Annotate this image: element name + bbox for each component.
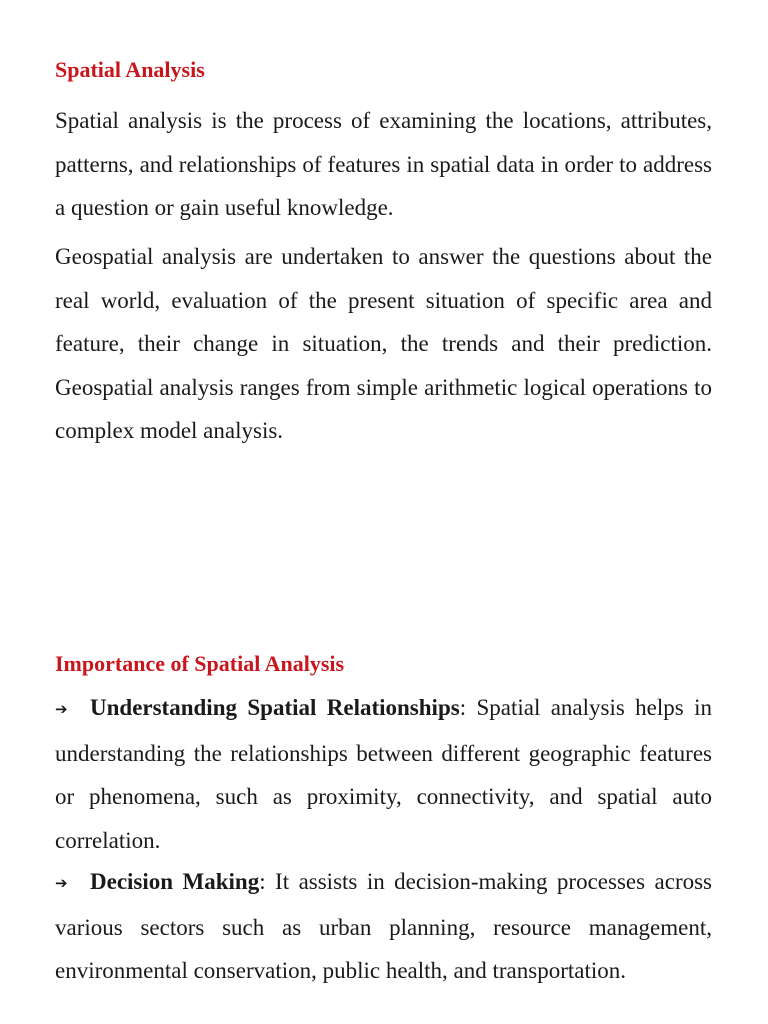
bullet-text: : It assists in decision-making processes across various sectors such as urban planning, resource management, environmental conservation, public health, and transportation. [55, 869, 713, 984]
bullet-item [55, 860, 712, 993]
paragraph-definition: Spatial analysis is the process of examining the locations, attributes, patterns, and relationships of features in spatial data in order to address a question or gain useful knowledge. [55, 108, 712, 221]
bullet-text: : Spatial analysis helps in understanding the relationships between different geographic features or phenomena, such as proximity, connectivity, and spatial auto correlation. [55, 695, 712, 853]
paragraph-geospatial: Geospatial analysis are undertaken to answer the questions about the real world, evaluation of the present situation of specific area and feature, their change in situation, the trends and their prediction. Geospatial analysis ranges from simple arithmetic logical operations to complex model analysis. [55, 244, 712, 444]
right-arrow-icon: ➔ [55, 874, 68, 892]
section-heading-importance: Importance of Spatial Analysis [55, 651, 345, 676]
bullet-term: Decision Making [90, 869, 260, 894]
right-arrow-icon: ➔ [55, 700, 68, 718]
bullet-item [55, 686, 712, 862]
section-heading-spatial-analysis: Spatial Analysis [55, 57, 205, 82]
bullet-term: Understanding Spatial Relationships [90, 695, 460, 720]
